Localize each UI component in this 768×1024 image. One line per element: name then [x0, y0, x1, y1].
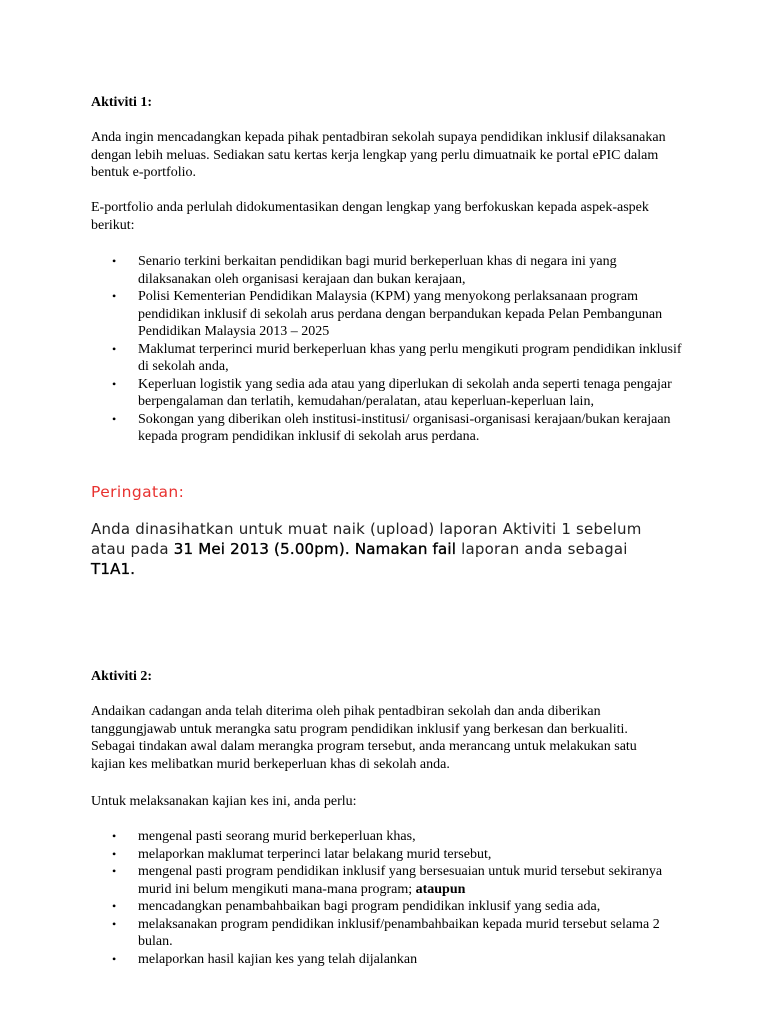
- warning-text: Anda dinasihatkan untuk muat naik (upload) laporan Aktiviti 1 sebelum atau pada 31 Mei 2013 (5.00pm). Namakan fail laporan anda sebagai T1A1.: [91, 520, 642, 578]
- list-item: • melaporkan hasil kajian kes yang telah dijalankan: [112, 951, 418, 967]
- activity-2-lead: Untuk melaksanakan kajian kes ini, anda perlu:: [91, 794, 357, 809]
- bullet-icon: •: [112, 376, 117, 391]
- activity-2-intro: Andaikan cadangan anda telah diterima oleh pihak pentadbiran sekolah dan anda diberikan tanggungjawab untuk merangka satu program pendidikan inklusif yang berkesan dan berkualiti. Sebagai tindakan awal dalam merangka program tersebut, anda merancang untuk melakukan satu kajian kes melibatkan murid berkeperluan khas di sekolah anda.: [91, 704, 637, 772]
- list-item: • mengenal pasti program pendidikan inklusif yang bersesuaian untuk murid tersebut sekiranya murid ini belum mengikuti mana-mana program; ataupun: [112, 864, 663, 897]
- activity-1-intro: Anda ingin mencadangkan kepada pihak pentadbiran sekolah supaya pendidikan inklusif dilaksanakan dengan lebih meluas. Sediakan satu kertas kerja lengkap yang perlu dimuatnaik ke portal ePIC dalam bentuk e-portfolio.: [91, 130, 666, 180]
- bullet-icon: •: [112, 341, 117, 356]
- activity-2-list: [91, 828, 691, 968]
- bullet-icon: •: [112, 411, 117, 426]
- bullet-icon: •: [112, 864, 117, 878]
- deadline: 31 Mei 2013 (5.00pm).: [173, 540, 350, 558]
- warning-title: Peringatan:: [91, 483, 185, 501]
- list-item: • melaksanakan program pendidikan inklusif/penambahbaikan kepada murid tersebut selama 2 bulan.: [112, 916, 660, 949]
- filename: T1A1.: [91, 560, 136, 578]
- list-item: • Maklumat terperinci murid berkeperluan khas yang perlu mengikuti program pendidikan inklusif di sekolah anda,: [112, 341, 682, 374]
- bullet-icon: •: [112, 951, 117, 966]
- activity-1-list: [91, 253, 691, 446]
- bullet-icon: •: [112, 846, 117, 861]
- list-item: • Sokongan yang diberikan oleh institusi-institusi/ organisasi-organisasi kerajaan/bukan kerajaan kepada program pendidikan inklusif di sekolah arus perdana.: [112, 411, 671, 444]
- bullet-icon: •: [112, 916, 117, 931]
- bullet-icon: •: [112, 254, 117, 268]
- bullet-icon: •: [112, 829, 117, 843]
- activity-1-title: Aktiviti 1:: [91, 95, 153, 110]
- list-item: • Keperluan logistik yang sedia ada atau yang diperlukan di sekolah anda seperti tenaga pengajar berpengalaman dan terlatih, kemudahan/peralatan, atau keperluan-keperluan lain,: [112, 376, 672, 409]
- list-item: • mengenal pasti seorang murid berkeperluan khas,: [112, 829, 416, 844]
- list-item: • Senario terkini berkaitan pendidikan bagi murid berkeperluan khas di negara ini yang dilaksanakan oleh organisasi kerajaan dan bukan kerajaan,: [112, 254, 617, 287]
- name-label: Namakan fail: [354, 540, 457, 558]
- activity-1-lead: E-portfolio anda perlulah didokumentasikan dengan lengkap yang berfokuskan kepada aspek-aspek berikut:: [91, 200, 649, 233]
- list-item: • mencadangkan penambahbaikan bagi program pendidikan inklusif yang sedia ada,: [112, 899, 601, 914]
- bullet-icon: •: [112, 899, 117, 913]
- list-item: • Polisi Kementerian Pendidikan Malaysia (KPM) yang menyokong perlaksanaan program pendidikan inklusif di sekolah arus perdana dengan berpandukan kepada Pelan Pembangunan Pendidikan Malaysia 2013 – 2025: [112, 289, 663, 339]
- activity-2-title: Aktiviti 2:: [91, 669, 153, 684]
- bullet-icon: •: [112, 289, 117, 303]
- list-item: • melaporkan maklumat terperinci latar belakang murid tersebut,: [112, 846, 492, 862]
